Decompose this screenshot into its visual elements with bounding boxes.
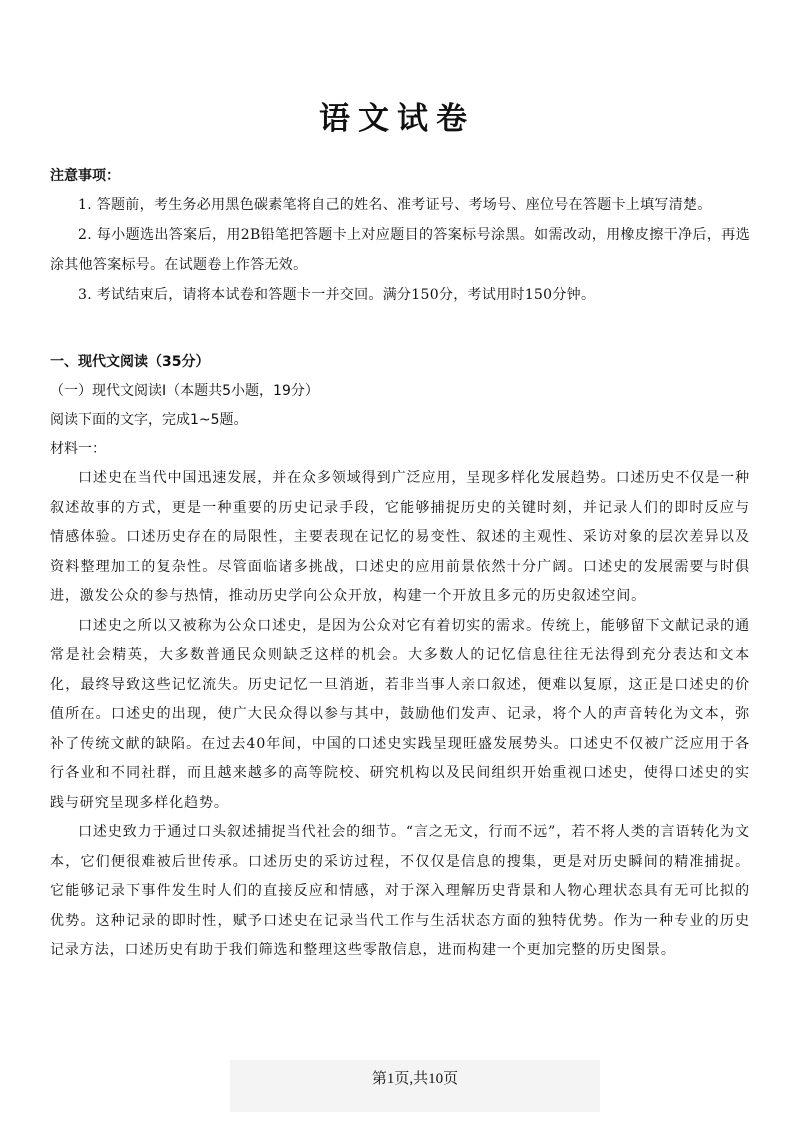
section-spacer [50,310,750,348]
material-paragraph-3: 口述史致力于通过口头叙述捕捉当代社会的细节。“言之无文，行而不远”，若不将人类的言语转化为文本，它们便很难被后世传承。口述历史的采访过程，不仅仅是信息的搜集，更是对历史瞬间的精准捕捉。它能够记录下事件发生时人们的直接反应和情感，对于深入理解历史背景和人物心理状态具有无可比拟的优势。这种记录的即时性，赋予口述史在记录当代工作与生活状态方面的独特优势。作为一种专业的历史记录方法，口述历史有助于我们筛选和整理这些零散信息，进而构建一个更加完整的历史图景。 [50,824,750,958]
notice-item-1: 1. 答题前，考生务必用黑色碳素笔将自己的姓名、准考证号、考场号、座位号在答题卡上填写清楚。 [78,197,712,213]
section-heading: 一、现代文阅读（35分） [50,354,210,370]
reading-instruction: 阅读下面的文字，完成1~5题。 [50,412,248,428]
notice-heading: 注意事项： [50,168,120,184]
page-title: 语文试卷 [319,101,475,137]
page-footer [230,1060,600,1112]
material-paragraph-2: 口述史之所以又被称为公众口述史，是因为公众对它有着切实的需求。传统上，能够留下文献记录的通常是社会精英，大多数普通民众则缺乏这样的机会。大多数人的记忆信息往往无法得到充分表达和文本化，最终导致这些记忆流失。历史记忆一旦消逝，若非当事人亲口叙述，便难以复原，这正是口述史的价值所在。口述史的出现，使广大民众得以参与其中，鼓励他们发声、记录，将个人的声音转化为文本，弥补了传统文献的缺陷。在过去40年间，中国的口述史实践呈现旺盛发展势头。口述史不仅被广泛应用于各行各业和不同社群，而且越来越多的高等院校、研究机构以及民间组织开始重视口述史，使得口述史的实践与研究呈现多样化趋势。 [50,617,750,811]
notice-item-2: 2. 每小题选出答案后，用2B铅笔把答题卡上对应题目的答案标号涂黑。如需改动，用橡皮擦干净后，再选涂其他答案标号。在试题卷上作答无效。 [50,227,750,273]
material-label: 材料一： [50,441,106,457]
material-paragraph-1: 口述史在当代中国迅速发展，并在众多领域得到广泛应用，呈现多样化发展趋势。口述历史不仅是一种叙述故事的方式，更是一种重要的历史记录手段，它能够捕捉历史的关键时刻，并记录人们的即时反应与情感体验。口述历史存在的局限性，主要表现在记忆的易变性、叙述的主观性、采访对象的层次差异以及资料整理加工的复杂性。尽管面临诸多挑战，口述史的应用前景依然十分广阔。口述史的发展需要与时俱进，激发公众的参与热情，推动历史学向公众开放，构建一个开放且多元的历史叙述空间。 [50,470,750,604]
page-number: 第1页,共10页 [371,1071,459,1087]
notice-item-3: 3. 考试结束后，请将本试卷和答题卡一并交回。满分150分，考试用时150分钟。 [78,287,596,303]
section-subheading: （一）现代文阅读Ⅰ（本题共5小题，19分） [50,383,319,399]
page-content [50,162,750,966]
